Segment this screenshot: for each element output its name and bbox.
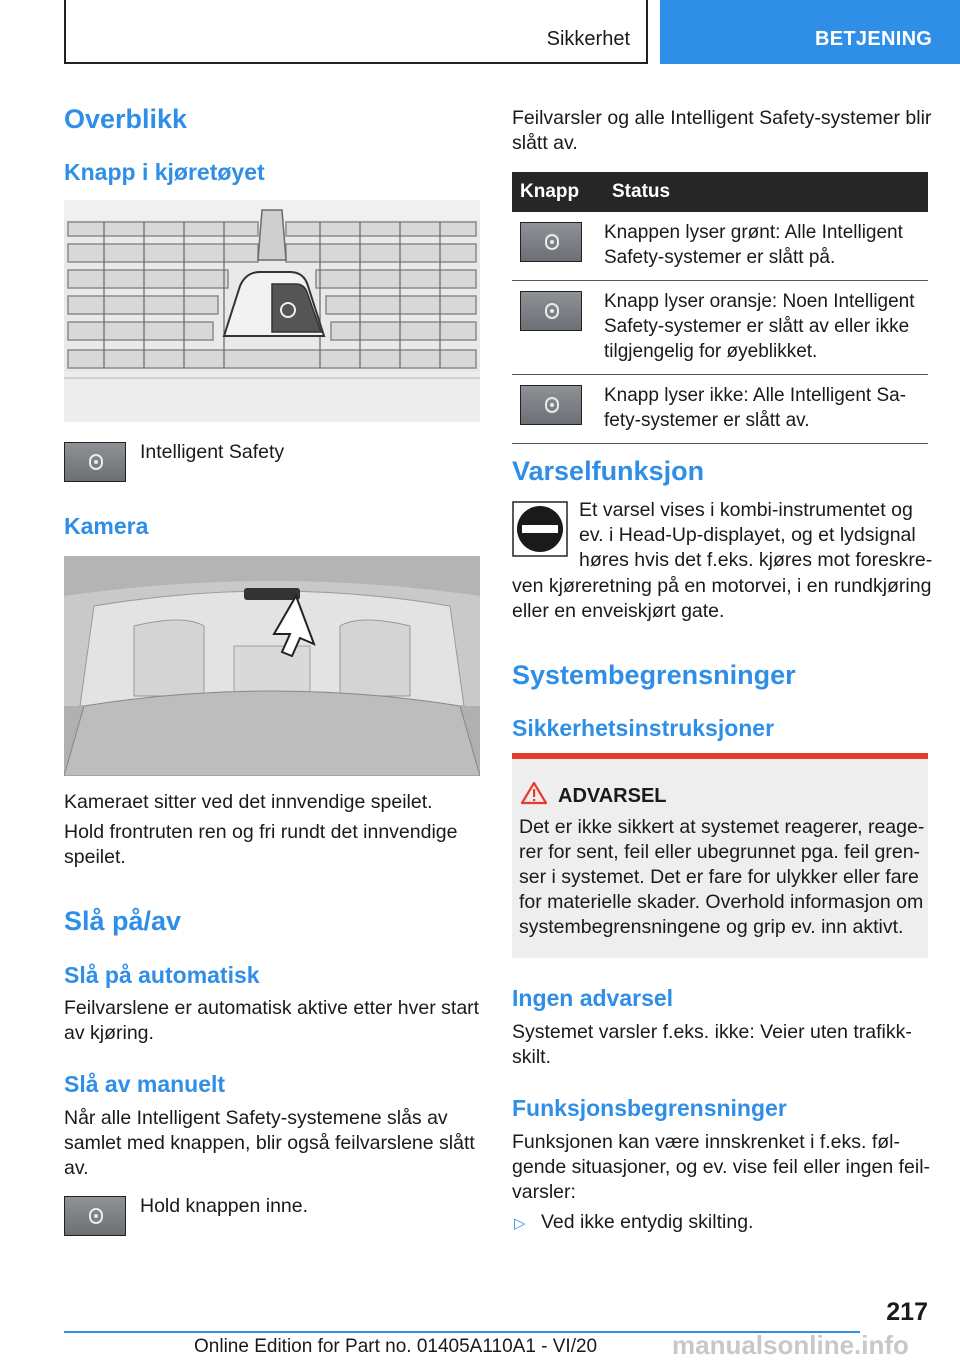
header-section-box xyxy=(64,0,648,64)
status-cell xyxy=(604,375,928,444)
heading-safety-instructions: Sikkerhetsinstruksjoner xyxy=(512,715,775,741)
watermark: manualsonline.info xyxy=(672,1330,909,1360)
auto-line-1: Feilvarslene er automatisk aktive etter hver start xyxy=(64,997,480,1019)
bullet-triangle-icon: ▷ xyxy=(514,1215,526,1232)
status-line: Knapp lyser oransje: Noen Intelligent xyxy=(604,291,915,312)
status-table-header xyxy=(512,172,928,212)
camera-paragraph-2-line-2: speilet. xyxy=(64,846,126,868)
warning-line-5: systembegrensningene og grip ev. inn aktivt. xyxy=(519,916,904,938)
header-chapter-title: BETJENING xyxy=(815,28,933,50)
button-location-illustration xyxy=(64,200,480,422)
status-line: tilgjengelig for øyeblikket. xyxy=(604,341,818,362)
header-chapter-box xyxy=(660,0,960,64)
camera-paragraph-1: Kameraet sitter ved det innvendige speilet. xyxy=(64,791,433,813)
no-warning-line-1: Systemet varsler f.eks. ikke: Veier uten trafikk- xyxy=(512,1021,912,1043)
intelligent-safety-button-icon xyxy=(520,385,582,425)
manual-line-3: av. xyxy=(64,1157,89,1179)
status-table xyxy=(512,172,928,444)
warning-triangle-icon xyxy=(520,781,548,805)
bullet-item-1: Ved ikke entydig skilting. xyxy=(541,1211,754,1233)
intelligent-safety-button-icon xyxy=(64,442,126,482)
status-line: Knappen lyser grønt: Alle Intelligent xyxy=(604,222,903,243)
warning-func-line-1: Et varsel vises i kombi-instrumentet og xyxy=(579,499,913,521)
warning-title: ADVARSEL xyxy=(558,785,667,807)
button-caption: Intelligent Safety xyxy=(140,441,285,463)
heading-camera: Kamera xyxy=(64,513,149,539)
heading-system-limits: Systembegrensninger xyxy=(512,660,796,690)
col-button-header: Knapp xyxy=(512,172,604,212)
status-line: fety-systemer er slått av. xyxy=(604,410,810,431)
hold-caption: Hold knappen inne. xyxy=(140,1195,309,1217)
heading-warning-function: Varselfunksjon xyxy=(512,456,705,486)
table-row xyxy=(512,375,928,444)
heading-button-in-vehicle: Knapp i kjøretøyet xyxy=(64,159,265,185)
warning-line-4: for materielle skader. Overhold informasjon om xyxy=(519,891,924,913)
auto-line-2: av kjøring. xyxy=(64,1022,154,1044)
warning-func-line-5: eller en enveiskjørt gate. xyxy=(512,600,725,622)
intro-line-1: Feilvarsler og alle Intelligent Safety-systemer blir xyxy=(512,107,932,129)
heading-no-warning: Ingen advarsel xyxy=(512,985,674,1011)
function-limits-line-3: varsler: xyxy=(512,1181,576,1203)
manual-line-1: Når alle Intelligent Safety-systemene slås av xyxy=(64,1107,448,1129)
heading-auto-on: Slå på automatisk xyxy=(64,962,260,988)
function-limits-line-1: Funksjonen kan være innskrenket i f.eks. føl- xyxy=(512,1131,900,1153)
manual-line-2: samlet med knappen, blir også feilvarslene slått xyxy=(64,1132,475,1154)
page-number: 217 xyxy=(886,1298,928,1326)
camera-paragraph-2-line-1: Hold frontruten ren og fri rundt det innvendige xyxy=(64,821,458,843)
camera-location-illustration xyxy=(64,556,480,776)
table-row xyxy=(512,212,928,281)
warning-line-2: rer for sent, feil eller ubegrunnet pga. feil gren- xyxy=(519,841,921,863)
heading-on-off: Slå på/av xyxy=(64,906,182,936)
warning-box xyxy=(512,753,928,958)
table-row xyxy=(512,281,928,375)
warning-func-line-3: høres hvis det f.eks. kjøres mot foreskre- xyxy=(579,549,933,571)
warning-line-1: Det er ikke sikkert at systemet reagerer, reage- xyxy=(519,816,925,838)
intelligent-safety-button-icon xyxy=(64,1196,126,1236)
status-cell xyxy=(604,281,928,375)
status-line: Safety-systemer er slått på. xyxy=(604,247,836,268)
footer-edition: Online Edition for Part no. 01405A110A1 - VI/20 xyxy=(194,1336,598,1357)
warning-line-3: ser i systemet. Det er fare for ulykker eller fare xyxy=(519,866,919,888)
status-line: Knapp lyser ikke: Alle Intelligent Sa- xyxy=(604,385,907,406)
intelligent-safety-button-icon xyxy=(520,291,582,331)
intro-line-2: slått av. xyxy=(512,132,578,154)
status-line: Safety-systemer er slått av eller ikke xyxy=(604,316,910,337)
heading-overview: Overblikk xyxy=(64,104,188,134)
warning-func-line-4: ven kjøreretning på en motorvei, i en rundkjøring xyxy=(512,575,932,597)
warning-func-line-2: ev. i Head-Up-displayet, og et lydsignal xyxy=(579,524,916,546)
no-entry-sign-icon xyxy=(512,501,568,557)
header-section-title: Sikkerhet xyxy=(546,28,630,50)
function-limits-line-2: gende situasjoner, og ev. vise feil eller ingen feil- xyxy=(512,1156,931,1178)
col-status-header: Status xyxy=(604,172,928,212)
status-cell xyxy=(604,212,928,281)
heading-function-limits: Funksjonsbegrensninger xyxy=(512,1095,787,1121)
intelligent-safety-button-icon xyxy=(520,222,582,262)
no-warning-line-2: skilt. xyxy=(512,1046,551,1068)
heading-manual-off: Slå av manuelt xyxy=(64,1071,226,1097)
